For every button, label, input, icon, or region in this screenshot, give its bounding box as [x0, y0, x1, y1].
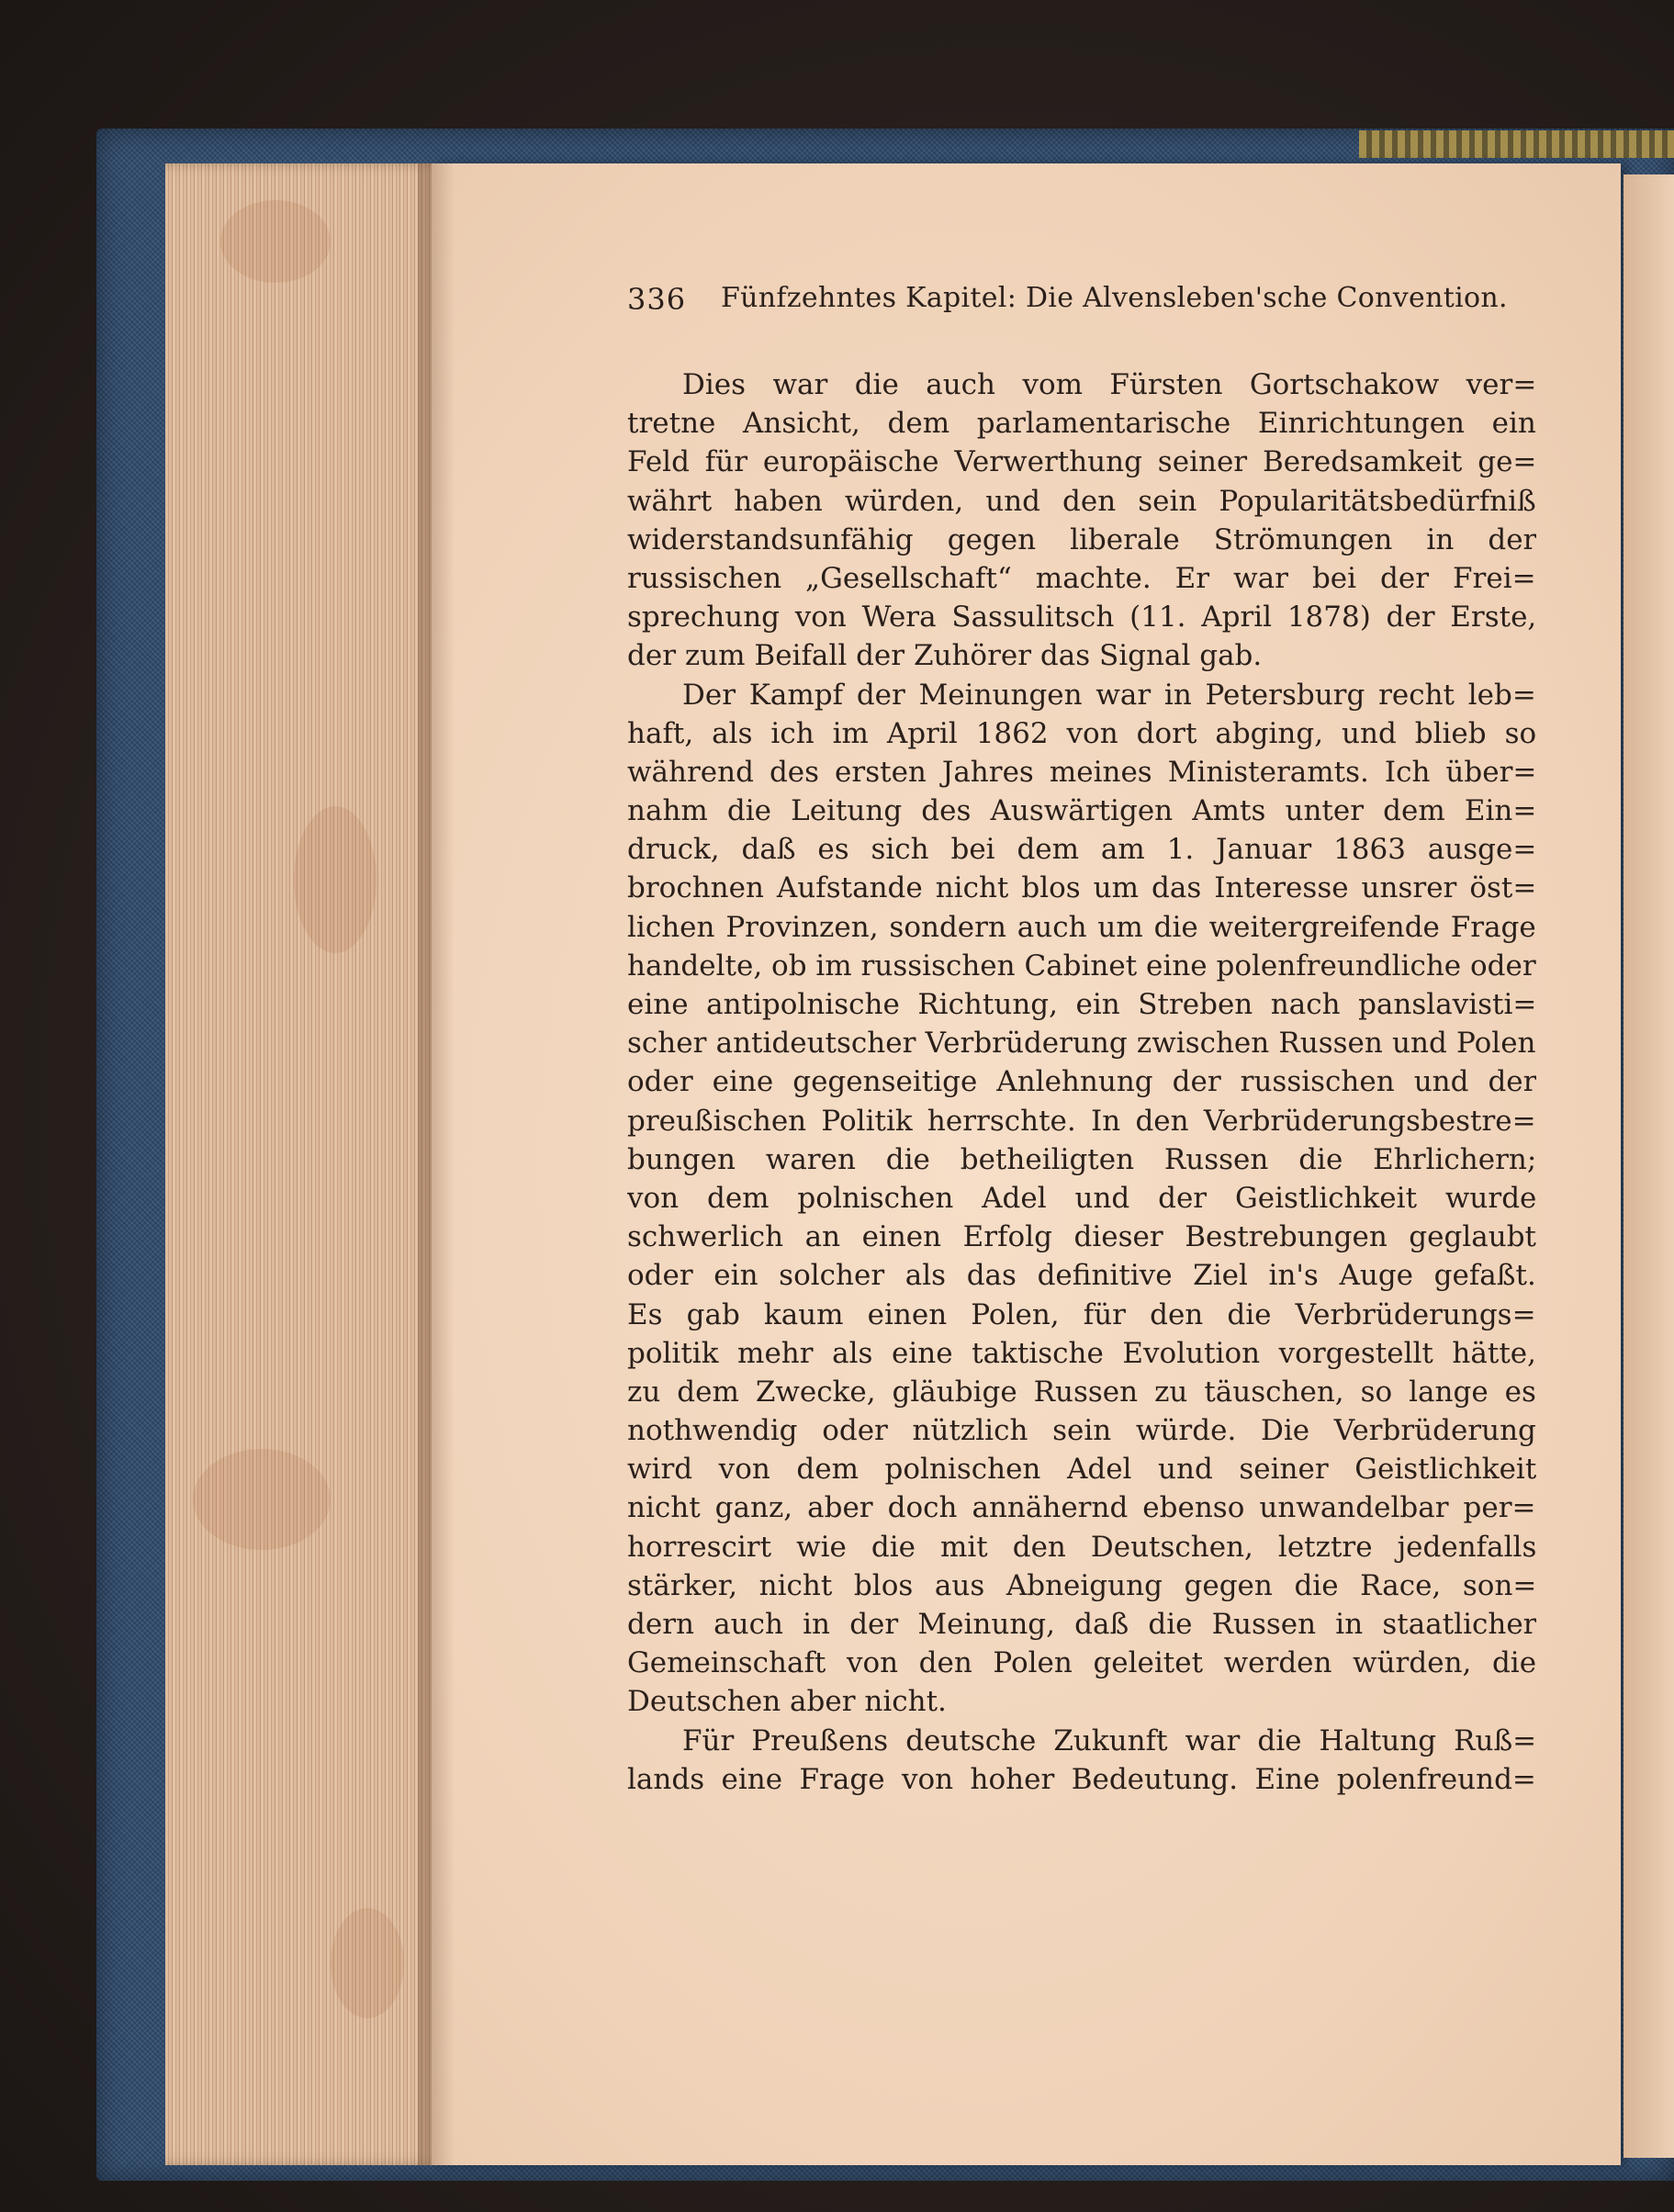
- text-line: scher antideutscher Verbrüderung zwischen Russen und Polen: [627, 1027, 1536, 1061]
- text-line: während des ersten Jahres meines Ministeramts. Ich über=: [627, 755, 1536, 789]
- text-line: Der Kampf der Meinungen war in Petersburg recht leb=: [682, 678, 1536, 712]
- text-line: der zum Beifall der Zuhörer das Signal gab.: [627, 639, 1263, 673]
- text-line: Es gab kaum einen Polen, für den die Verbrüderungs=: [627, 1297, 1536, 1331]
- text-line: dern auch in der Meinung, daß die Russen in staatlicher: [627, 1608, 1536, 1641]
- gutter-shadow: [418, 163, 455, 2165]
- text-line: schwerlich an einen Erfolg dieser Bestrebungen geglaubt: [627, 1220, 1536, 1254]
- text-line: Für Preußens deutsche Zukunft war die Haltung Ruß=: [682, 1724, 1536, 1757]
- stain: [193, 1449, 331, 1550]
- stain: [331, 1908, 404, 2018]
- text-line: handelte, ob im russischen Cabinet eine polenfreundliche oder: [627, 949, 1536, 982]
- text-line: Gemeinschaft von den Polen geleitet werden würden, die: [627, 1646, 1536, 1680]
- text-line: währt haben würden, und den sein Popularitätsbedürfniß: [627, 484, 1536, 518]
- text-line: politik mehr als eine taktische Evolution vorgestellt hätte,: [627, 1336, 1536, 1370]
- text-line: haft, als ich im April 1862 von dort abging, und blieb so: [627, 716, 1536, 750]
- text-line: eine antipolnische Richtung, ein Streben nach panslavisti=: [627, 988, 1536, 1021]
- text-line: bungen waren die betheiligten Russen die Ehrlichern;: [627, 1142, 1536, 1176]
- headband: [1359, 130, 1674, 158]
- text-line: horrescirt wie die mit den Deutschen, letztre jedenfalls: [627, 1530, 1536, 1564]
- text-line: druck, daß es sich bei dem am 1. Januar 1863 ausge=: [627, 833, 1536, 867]
- text-line: sprechung von Wera Sassulitsch (11. April 1878) der Erste,: [627, 601, 1536, 634]
- text-line: preußischen Politik herrschte. In den Verbrüderungsbestre=: [627, 1104, 1536, 1138]
- text-line: widerstandsunfähig gegen liberale Strömungen in der: [627, 522, 1536, 556]
- text-line: oder eine gegenseitige Anlehnung der russischen und der: [627, 1065, 1536, 1099]
- text-line: tretne Ansicht, dem parlamentarische Einrichtungen ein: [627, 407, 1536, 441]
- text-line: wird von dem polnischen Adel und seiner Geistlichkeit: [627, 1453, 1536, 1487]
- page-number: 336: [627, 282, 687, 317]
- text-line: brochnen Aufstande nicht blos um das Interesse unsrer öst=: [627, 871, 1536, 905]
- stain: [220, 200, 331, 283]
- text-line: russischen „Gesellschaft“ machte. Er war bei der Frei=: [627, 561, 1536, 595]
- text-line: von dem polnischen Adel und der Geistlichkeit wurde: [627, 1181, 1536, 1215]
- stain: [294, 806, 376, 953]
- text-line: lands eine Frage von hoher Bedeutung. Eine polenfreund=: [627, 1762, 1536, 1796]
- running-head: [627, 282, 1508, 328]
- next-page-edge: [1623, 174, 1674, 2158]
- text-line: Feld für europäische Verwerthung seiner Beredsamkeit ge=: [627, 445, 1536, 479]
- text-line: nahm die Leitung des Auswärtigen Amts unter dem Ein=: [627, 794, 1536, 828]
- text-line: nicht ganz, aber doch annähernd ebenso unwandelbar per=: [627, 1491, 1536, 1525]
- text-line: zu dem Zwecke, gläubige Russen zu täuschen, so lange es: [627, 1375, 1536, 1409]
- text-line: nothwendig oder nützlich sein würde. Die Verbrüderung: [627, 1414, 1536, 1448]
- page-edges: [165, 163, 441, 2165]
- text-line: stärker, nicht blos aus Abneigung gegen die Race, son=: [627, 1568, 1536, 1602]
- body-text: [627, 365, 1536, 1799]
- text-line: lichen Provinzen, sondern auch um die weitergreifende Frage: [627, 910, 1536, 944]
- chapter-heading: Fünfzehntes Kapitel: Die Alvensleben'sche Convention.: [721, 282, 1508, 314]
- text-line: Deutschen aber nicht.: [627, 1685, 947, 1719]
- text-line: Dies war die auch vom Fürsten Gortschakow ver=: [682, 368, 1536, 401]
- text-line: oder ein solcher als das definitive Ziel in's Auge gefaßt.: [627, 1259, 1536, 1293]
